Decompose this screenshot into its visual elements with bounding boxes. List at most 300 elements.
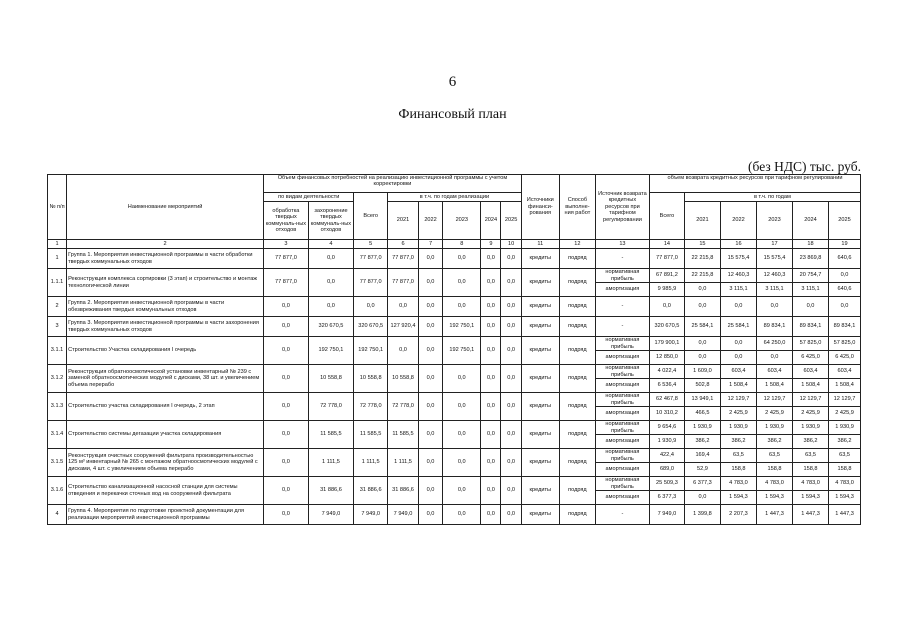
column-number: 5	[354, 240, 388, 249]
return-2023: 15 575,4	[756, 249, 792, 269]
return-total: 320 670,5	[649, 317, 684, 337]
return-2021: 13 949,1	[684, 393, 720, 407]
return-2025: 2 425,9	[829, 407, 861, 421]
return-source: -	[595, 249, 649, 269]
work-method: подряд	[559, 421, 595, 449]
column-number: 10	[501, 240, 521, 249]
year-2021-value: 77 877,0	[388, 269, 419, 297]
work-method: подряд	[559, 317, 595, 337]
return-total: 6 377,3	[649, 491, 684, 505]
column-number: 19	[829, 240, 861, 249]
return-source: -	[595, 297, 649, 317]
burial-value: 7 949,0	[308, 505, 354, 525]
year-2023-value: 0,0	[443, 505, 481, 525]
return-2025: 4 783,0	[829, 477, 861, 491]
return-2024: 6 425,0	[793, 351, 829, 365]
year-2022-value: 0,0	[418, 249, 442, 269]
table-row	[48, 317, 861, 337]
return-2024: 3 115,1	[793, 283, 829, 297]
year-2023-value: 0,0	[443, 365, 481, 393]
header-num: № п/п	[48, 175, 67, 240]
total-value: 77 877,0	[354, 249, 388, 269]
return-2025: 1 508,4	[829, 379, 861, 393]
header-burial: захоронение твердых коммуналь-ных отходов	[308, 202, 354, 240]
row-name: Группа 4. Мероприятия по подготовке проектной документации для реализации мероприятий инвестиционной программы	[67, 505, 264, 525]
year-2022-value: 0,0	[418, 449, 442, 477]
processing-value: 0,0	[264, 421, 309, 449]
processing-value: 0,0	[264, 337, 309, 365]
return-2023: 1 594,3	[756, 491, 792, 505]
burial-value: 0,0	[308, 269, 354, 297]
return-2024: 20 754,7	[793, 269, 829, 283]
year-2021-value: 31 886,6	[388, 477, 419, 505]
return-source: амортизация	[595, 435, 649, 449]
header-year: 2025	[501, 202, 521, 240]
return-2025: 89 834,1	[829, 317, 861, 337]
return-source: нормативная прибыль	[595, 269, 649, 283]
return-total: 1 930,9	[649, 435, 684, 449]
return-2023: 1 508,4	[756, 379, 792, 393]
return-2022: 4 783,0	[720, 477, 756, 491]
table-row	[48, 505, 861, 525]
return-total: 179 900,1	[649, 337, 684, 351]
funding-source: кредиты	[521, 477, 559, 505]
return-2021: 466,5	[684, 407, 720, 421]
column-number: 2	[67, 240, 264, 249]
header-return-total: Всего	[649, 193, 684, 240]
year-2022-value: 0,0	[418, 365, 442, 393]
return-2024: 1 508,4	[793, 379, 829, 393]
row-number: 3.1.6	[48, 477, 67, 505]
return-total: 6 536,4	[649, 379, 684, 393]
total-value: 0,0	[354, 297, 388, 317]
year-2021-value: 127 920,4	[388, 317, 419, 337]
year-2021-value: 7 949,0	[388, 505, 419, 525]
return-2024: 12 129,7	[793, 393, 829, 407]
year-2022-value: 0,0	[418, 477, 442, 505]
total-value: 77 877,0	[354, 269, 388, 297]
year-2023-value: 0,0	[443, 297, 481, 317]
return-2023: 1 447,3	[756, 505, 792, 525]
funding-source: кредиты	[521, 393, 559, 421]
return-2024: 57 825,0	[793, 337, 829, 351]
work-method: подряд	[559, 269, 595, 297]
funding-source: кредиты	[521, 249, 559, 269]
return-total: 12 850,0	[649, 351, 684, 365]
financial-plan-table	[47, 174, 861, 525]
return-2023: 158,8	[756, 463, 792, 477]
return-2024: 0,0	[793, 297, 829, 317]
table-body	[48, 249, 861, 525]
return-2021: 0,0	[684, 351, 720, 365]
year-2023-value: 0,0	[443, 249, 481, 269]
header-year: 2021	[388, 202, 419, 240]
return-source: -	[595, 505, 649, 525]
return-2025: 386,2	[829, 435, 861, 449]
burial-value: 72 778,0	[308, 393, 354, 421]
year-2025-value: 0,0	[501, 449, 521, 477]
year-2022-value: 0,0	[418, 317, 442, 337]
header-total: Всего	[354, 193, 388, 240]
table-row	[48, 337, 861, 351]
column-number: 1	[48, 240, 67, 249]
year-2024-value: 0,0	[481, 421, 501, 449]
table-row	[48, 393, 861, 407]
row-name: Реконструкция обратноосмотической установки инвентарный № 239 с заменой обратноосмотических модулей с дисками, 38 шт. и увеличением объема перерабо	[67, 365, 264, 393]
return-2021: 52,9	[684, 463, 720, 477]
return-2022: 63,5	[720, 449, 756, 463]
page-title: Финансовый план	[398, 107, 507, 122]
year-2023-value: 0,0	[443, 449, 481, 477]
column-number: 6	[388, 240, 419, 249]
funding-source: кредиты	[521, 421, 559, 449]
total-value: 10 558,8	[354, 365, 388, 393]
row-name: Реконструкция комплекса сортировки (3 этап) и строительство и монтаж технологической линии	[67, 269, 264, 297]
year-2025-value: 0,0	[501, 393, 521, 421]
return-2022: 2 425,9	[720, 407, 756, 421]
header-by-years-short: в т.ч. по годам	[684, 193, 860, 202]
year-2023-value: 192 750,1	[443, 317, 481, 337]
return-2025: 1 930,9	[829, 421, 861, 435]
table-header	[48, 175, 861, 249]
year-2021-value: 0,0	[388, 297, 419, 317]
return-2024: 89 834,1	[793, 317, 829, 337]
return-source: амортизация	[595, 283, 649, 297]
return-2021: 1 930,9	[684, 421, 720, 435]
return-2024: 1 447,3	[793, 505, 829, 525]
year-2021-value: 11 585,5	[388, 421, 419, 449]
return-2021: 0,0	[684, 491, 720, 505]
funding-source: кредиты	[521, 317, 559, 337]
return-2023: 12 129,7	[756, 393, 792, 407]
return-source: амортизация	[595, 379, 649, 393]
return-2022: 0,0	[720, 297, 756, 317]
column-number: 18	[793, 240, 829, 249]
return-total: 77 877,0	[649, 249, 684, 269]
currency-note: (без НДС) тыс. руб.	[748, 159, 861, 174]
return-source: нормативная прибыль	[595, 449, 649, 463]
return-2022: 1 930,9	[720, 421, 756, 435]
return-2022: 603,4	[720, 365, 756, 379]
column-number-row	[48, 240, 861, 249]
year-2024-value: 0,0	[481, 249, 501, 269]
year-2025-value: 0,0	[501, 269, 521, 297]
return-total: 689,0	[649, 463, 684, 477]
return-2022: 386,2	[720, 435, 756, 449]
row-number: 2	[48, 297, 67, 317]
return-2021: 0,0	[684, 337, 720, 351]
table-row	[48, 477, 861, 491]
return-total: 62 467,8	[649, 393, 684, 407]
return-2025: 63,5	[829, 449, 861, 463]
table-row	[48, 249, 861, 269]
return-2022: 3 115,1	[720, 283, 756, 297]
return-2022: 12 460,3	[720, 269, 756, 283]
return-2022: 15 575,4	[720, 249, 756, 269]
return-2023: 603,4	[756, 365, 792, 379]
return-2022: 12 129,7	[720, 393, 756, 407]
return-source: амортизация	[595, 351, 649, 365]
return-2024: 1 930,9	[793, 421, 829, 435]
year-2022-value: 0,0	[418, 505, 442, 525]
processing-value: 0,0	[264, 477, 309, 505]
header-processing: обработка твердых коммуналь-ных отходов	[264, 202, 309, 240]
work-method: подряд	[559, 505, 595, 525]
total-value: 320 670,5	[354, 317, 388, 337]
header-by-activity: по видам деятельности	[264, 193, 354, 202]
year-2021-value: 77 877,0	[388, 249, 419, 269]
row-number: 3	[48, 317, 67, 337]
return-2022: 0,0	[720, 337, 756, 351]
column-number: 14	[649, 240, 684, 249]
return-2021: 169,4	[684, 449, 720, 463]
header-year: 2024	[481, 202, 501, 240]
burial-value: 0,0	[308, 297, 354, 317]
year-2022-value: 0,0	[418, 393, 442, 421]
row-number: 1.1.1	[48, 269, 67, 297]
return-2021: 25 584,1	[684, 317, 720, 337]
row-name: Строительство Участка складирования I очередь	[67, 337, 264, 365]
return-source: нормативная прибыль	[595, 477, 649, 491]
return-2025: 57 825,0	[829, 337, 861, 351]
processing-value: 0,0	[264, 297, 309, 317]
row-name: Группа 2. Мероприятия инвестиционной программы в части обезвреживания твердых коммунальных отходов	[67, 297, 264, 317]
row-number: 3.1.5	[48, 449, 67, 477]
year-2024-value: 0,0	[481, 297, 501, 317]
year-2021-value: 10 558,8	[388, 365, 419, 393]
column-number: 15	[684, 240, 720, 249]
year-2021-value: 1 111,5	[388, 449, 419, 477]
table-row	[48, 449, 861, 463]
return-2023: 0,0	[756, 297, 792, 317]
return-2021: 502,8	[684, 379, 720, 393]
column-number: 3	[264, 240, 309, 249]
return-2025: 0,0	[829, 269, 861, 283]
return-2025: 0,0	[829, 297, 861, 317]
header-year: 2025	[829, 202, 861, 240]
header-year: 2021	[684, 202, 720, 240]
header-year: 2022	[418, 202, 442, 240]
work-method: подряд	[559, 249, 595, 269]
header-return-group: объем возврата кредитных ресурсов при тарифном регулировании	[649, 175, 860, 193]
return-source: амортизация	[595, 407, 649, 421]
processing-value: 77 877,0	[264, 269, 309, 297]
table-row	[48, 297, 861, 317]
return-total: 422,4	[649, 449, 684, 463]
return-total: 4 022,4	[649, 365, 684, 379]
return-2025: 640,6	[829, 283, 861, 297]
return-2021: 0,0	[684, 297, 720, 317]
work-method: подряд	[559, 297, 595, 317]
year-2024-value: 0,0	[481, 337, 501, 365]
funding-source: кредиты	[521, 505, 559, 525]
processing-value: 0,0	[264, 449, 309, 477]
year-2023-value: 0,0	[443, 393, 481, 421]
year-2024-value: 0,0	[481, 365, 501, 393]
return-2023: 0,0	[756, 351, 792, 365]
return-2023: 63,5	[756, 449, 792, 463]
page-number: 6	[448, 74, 457, 90]
return-2025: 6 425,0	[829, 351, 861, 365]
return-2025: 640,6	[829, 249, 861, 269]
burial-value: 31 886,6	[308, 477, 354, 505]
return-2024: 1 594,3	[793, 491, 829, 505]
return-total: 25 509,3	[649, 477, 684, 491]
total-value: 72 778,0	[354, 393, 388, 421]
row-number: 3.1.4	[48, 421, 67, 449]
year-2023-value: 0,0	[443, 477, 481, 505]
processing-value: 0,0	[264, 365, 309, 393]
return-total: 0,0	[649, 297, 684, 317]
return-2021: 22 215,8	[684, 249, 720, 269]
return-2025: 1 594,3	[829, 491, 861, 505]
year-2024-value: 0,0	[481, 393, 501, 421]
return-total: 9 985,9	[649, 283, 684, 297]
total-value: 1 111,5	[354, 449, 388, 477]
year-2023-value: 192 750,1	[443, 337, 481, 365]
return-2022: 0,0	[720, 351, 756, 365]
row-name: Строительство системы дегазации участка складирования	[67, 421, 264, 449]
column-number: 4	[308, 240, 354, 249]
column-number: 7	[418, 240, 442, 249]
year-2025-value: 0,0	[501, 421, 521, 449]
year-2024-value: 0,0	[481, 505, 501, 525]
header-name: Наименование мероприятий	[67, 175, 264, 240]
burial-value: 320 670,5	[308, 317, 354, 337]
column-number: 16	[720, 240, 756, 249]
processing-value: 0,0	[264, 393, 309, 421]
header-by-years: в т.ч. по годам реализации	[388, 193, 522, 202]
year-2025-value: 0,0	[501, 249, 521, 269]
burial-value: 10 558,8	[308, 365, 354, 393]
return-2024: 158,8	[793, 463, 829, 477]
return-2021: 6 377,3	[684, 477, 720, 491]
burial-value: 0,0	[308, 249, 354, 269]
return-2025: 12 129,7	[829, 393, 861, 407]
funding-source: кредиты	[521, 365, 559, 393]
row-number: 3.1.2	[48, 365, 67, 393]
header-year: 2023	[443, 202, 481, 240]
processing-value: 0,0	[264, 505, 309, 525]
header-year: 2023	[756, 202, 792, 240]
return-2023: 386,2	[756, 435, 792, 449]
return-2022: 25 584,1	[720, 317, 756, 337]
row-number: 4	[48, 505, 67, 525]
return-2021: 0,0	[684, 283, 720, 297]
column-number: 12	[559, 240, 595, 249]
year-2025-value: 0,0	[501, 505, 521, 525]
column-number: 8	[443, 240, 481, 249]
work-method: подряд	[559, 477, 595, 505]
row-name: Строительство участка складирования I очередь, 2 этап	[67, 393, 264, 421]
return-2022: 1 508,4	[720, 379, 756, 393]
year-2025-value: 0,0	[501, 337, 521, 365]
row-number: 3.1.3	[48, 393, 67, 421]
year-2022-value: 0,0	[418, 421, 442, 449]
return-2024: 603,4	[793, 365, 829, 379]
return-source: амортизация	[595, 491, 649, 505]
column-number: 11	[521, 240, 559, 249]
return-total: 10 310,2	[649, 407, 684, 421]
work-method: подряд	[559, 365, 595, 393]
burial-value: 192 750,1	[308, 337, 354, 365]
return-2025: 158,8	[829, 463, 861, 477]
return-2021: 22 215,8	[684, 269, 720, 283]
return-2024: 386,2	[793, 435, 829, 449]
return-2022: 2 207,3	[720, 505, 756, 525]
row-name: Реконструкция очистных сооружений фильтрата производительностью 125 м³ инвентарный № 265 с монтажом обратноосмотических модулей с дисками, 4 шт. с увеличением объема перерабо	[67, 449, 264, 477]
total-value: 11 585,5	[354, 421, 388, 449]
total-value: 7 949,0	[354, 505, 388, 525]
processing-value: 0,0	[264, 317, 309, 337]
year-2021-value: 0,0	[388, 337, 419, 365]
header-need-group: Объем финансовых потребностей на реализацию инвестиционной программы с учетом корректировки	[264, 175, 522, 193]
year-2022-value: 0,0	[418, 269, 442, 297]
year-2025-value: 0,0	[501, 317, 521, 337]
year-2023-value: 0,0	[443, 421, 481, 449]
header-sources: Источники финанси-рования	[521, 175, 559, 240]
year-2024-value: 0,0	[481, 269, 501, 297]
column-number: 9	[481, 240, 501, 249]
return-2024: 4 783,0	[793, 477, 829, 491]
year-2023-value: 0,0	[443, 269, 481, 297]
year-2024-value: 0,0	[481, 477, 501, 505]
return-2025: 603,4	[829, 365, 861, 379]
year-2022-value: 0,0	[418, 337, 442, 365]
return-source: нормативная прибыль	[595, 393, 649, 407]
year-2024-value: 0,0	[481, 449, 501, 477]
row-name: Группа 3. Мероприятия инвестиционной программы в части захоронения твердых коммунальных отходов	[67, 317, 264, 337]
return-source: нормативная прибыль	[595, 365, 649, 379]
work-method: подряд	[559, 449, 595, 477]
funding-source: кредиты	[521, 449, 559, 477]
row-number: 3.1.1	[48, 337, 67, 365]
burial-value: 1 111,5	[308, 449, 354, 477]
row-number: 1	[48, 249, 67, 269]
table-row	[48, 365, 861, 379]
return-2023: 2 425,9	[756, 407, 792, 421]
return-2023: 1 930,9	[756, 421, 792, 435]
return-2024: 23 869,8	[793, 249, 829, 269]
return-source: амортизация	[595, 463, 649, 477]
return-total: 67 891,2	[649, 269, 684, 283]
return-total: 7 949,0	[649, 505, 684, 525]
work-method: подряд	[559, 337, 595, 365]
header-year: 2024	[793, 202, 829, 240]
year-2021-value: 72 778,0	[388, 393, 419, 421]
row-name: Строительство канализационной насосной станции для системы отведения и перекачки сточных вод на сооружений фильтрата	[67, 477, 264, 505]
return-source: нормативная прибыль	[595, 421, 649, 435]
burial-value: 11 585,5	[308, 421, 354, 449]
return-2021: 1 399,8	[684, 505, 720, 525]
header-method: Способ выполне-ния работ	[559, 175, 595, 240]
total-value: 31 886,6	[354, 477, 388, 505]
return-2022: 158,8	[720, 463, 756, 477]
return-2023: 3 115,1	[756, 283, 792, 297]
return-2021: 386,2	[684, 435, 720, 449]
funding-source: кредиты	[521, 297, 559, 317]
header-year: 2022	[720, 202, 756, 240]
year-2022-value: 0,0	[418, 297, 442, 317]
row-name: Группа 1. Мероприятия инвестиционной программы в части обработки твердых коммунальных отходов	[67, 249, 264, 269]
return-2025: 1 447,3	[829, 505, 861, 525]
funding-source: кредиты	[521, 269, 559, 297]
return-2024: 2 425,9	[793, 407, 829, 421]
table-row	[48, 421, 861, 435]
column-number: 13	[595, 240, 649, 249]
table-row	[48, 269, 861, 283]
return-2023: 89 834,1	[756, 317, 792, 337]
